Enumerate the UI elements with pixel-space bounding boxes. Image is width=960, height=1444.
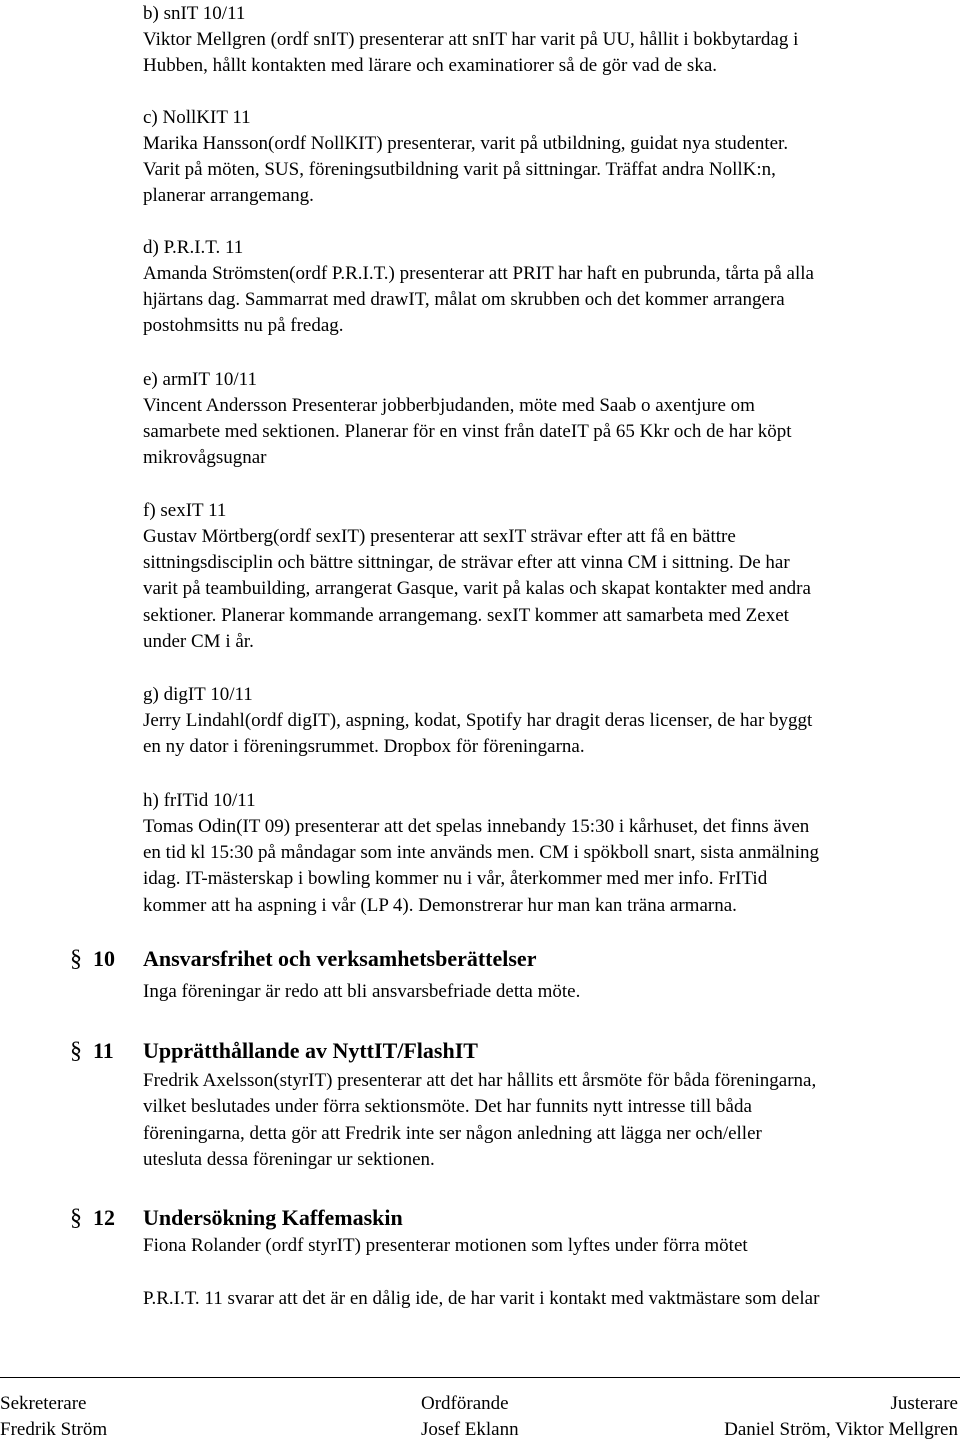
- item-text: Vincent Andersson Presenterar jobberbjudanden, möte med Saab o axentjure om: [143, 395, 755, 416]
- item-text: mikrovågsugnar: [143, 447, 267, 468]
- section-text: vilket beslutades under förra sektionsmöte. Det har funnits nytt intresse till båda: [143, 1096, 752, 1117]
- section-text: Fiona Rolander (ordf styrIT) presenterar motionen som lyftes under förra mötet: [143, 1235, 748, 1256]
- item-text: kommer att ha aspning i vår (LP 4). Demonstrerar hur man kan träna armarna.: [143, 895, 737, 916]
- footer-chair-name: Josef Eklann: [421, 1419, 519, 1440]
- item-text: Viktor Mellgren (ordf snIT) presenterar att snIT har varit på UU, hållit i bokbytardag i: [143, 29, 799, 50]
- footer-secretary-role: Sekreterare: [0, 1393, 87, 1414]
- item-text: postohmsitts nu på fredag.: [143, 315, 344, 336]
- item-text: Jerry Lindahl(ordf digIT), aspning, kodat, Spotify har dragit deras licenser, de har byggt: [143, 710, 813, 731]
- item-heading: g) digIT 10/11: [143, 684, 253, 705]
- item-text: under CM i år.: [143, 631, 254, 652]
- item-text: Varit på möten, SUS, föreningsutbildning varit på sittningar. Träffat andra NollK:n,: [143, 159, 776, 180]
- item-text: samarbete med sektionen. Planerar för en vinst från dateIT på 65 Kkr och de har köpt: [143, 421, 792, 442]
- item-heading: f) sexIT 11: [143, 500, 227, 521]
- item-text: planerar arrangemang.: [143, 185, 314, 206]
- section-mark: §: [70, 1038, 82, 1064]
- item-text: en ny dator i föreningsrummet. Dropbox för föreningarna.: [143, 736, 585, 757]
- section-mark: §: [70, 1205, 82, 1231]
- section-text: föreningarna, detta gör att Fredrik inte ser någon anledning att lägga ner och/eller: [143, 1123, 762, 1144]
- item-text: sektioner. Planerar kommande arrangemang. sexIT kommer att samarbeta med Zexet: [143, 605, 789, 626]
- item-text: Hubben, hållt kontakten med lärare och examinatiorer så de gör vad de ska.: [143, 55, 718, 76]
- item-heading: b) snIT 10/11: [143, 3, 246, 24]
- footer-adjuster-names: Daniel Ström, Viktor Mellgren: [724, 1419, 958, 1440]
- section-text: utesluta dessa föreningar ur sektionen.: [143, 1149, 435, 1170]
- section-number: 11: [93, 1038, 114, 1063]
- footer-adjuster-role: Justerare: [890, 1393, 958, 1414]
- section-number: 12: [93, 1205, 115, 1230]
- item-text: sittningsdisciplin och bättre sittningar, de strävar efter att vinna CM i sittning. De har: [143, 552, 790, 573]
- item-text: Tomas Odin(IT 09) presenterar att det spelas innebandy 15:30 i kårhuset, det finns även: [143, 816, 810, 837]
- item-text: Amanda Strömsten(ordf P.R.I.T.) presenterar att PRIT har haft en pubrunda, tårta på alla: [143, 263, 814, 284]
- item-heading: h) frITid 10/11: [143, 790, 256, 811]
- footer-chair-role: Ordförande: [421, 1393, 509, 1414]
- section-title: Ansvarsfrihet och verksamhetsberättelser: [143, 946, 537, 971]
- footer-divider: [0, 1377, 960, 1378]
- item-heading: c) NollKIT 11: [143, 107, 251, 128]
- section-title: Upprätthållande av NyttIT/FlashIT: [143, 1038, 478, 1063]
- section-text: P.R.I.T. 11 svarar att det är en dålig ide, de har varit i kontakt med vaktmästare som delar: [143, 1288, 820, 1309]
- item-text: varit på teambuilding, arrangerat Gasque, varit på kalas och skapat kontakter med andra: [143, 578, 811, 599]
- item-text: Gustav Mörtberg(ordf sexIT) presenterar att sexIT strävar efter att få en bättre: [143, 526, 736, 547]
- section-text: Fredrik Axelsson(styrIT) presenterar att det har hållits ett årsmöte för båda föreningarna,: [143, 1070, 817, 1091]
- section-number: 10: [93, 946, 115, 971]
- section-mark: §: [70, 946, 82, 972]
- item-heading: e) armIT 10/11: [143, 369, 257, 390]
- item-heading: d) P.R.I.T. 11: [143, 237, 244, 258]
- item-text: en tid kl 15:30 på måndagar som inte används men. CM i spökboll snart, sista anmälning: [143, 842, 819, 863]
- section-title: Undersökning Kaffemaskin: [143, 1205, 403, 1230]
- item-text: hjärtans dag. Sammarrat med drawIT, målat om skrubben och det kommer arrangera: [143, 289, 785, 310]
- item-text: idag. IT-mästerskap i bowling kommer nu i vår, återkommer med mer info. FrITid: [143, 868, 768, 889]
- footer-secretary-name: Fredrik Ström: [0, 1419, 108, 1440]
- item-text: Marika Hansson(ordf NollKIT) presenterar, varit på utbildning, guidat nya studenter.: [143, 133, 789, 154]
- section-text: Inga föreningar är redo att bli ansvarsbefriade detta möte.: [143, 981, 581, 1002]
